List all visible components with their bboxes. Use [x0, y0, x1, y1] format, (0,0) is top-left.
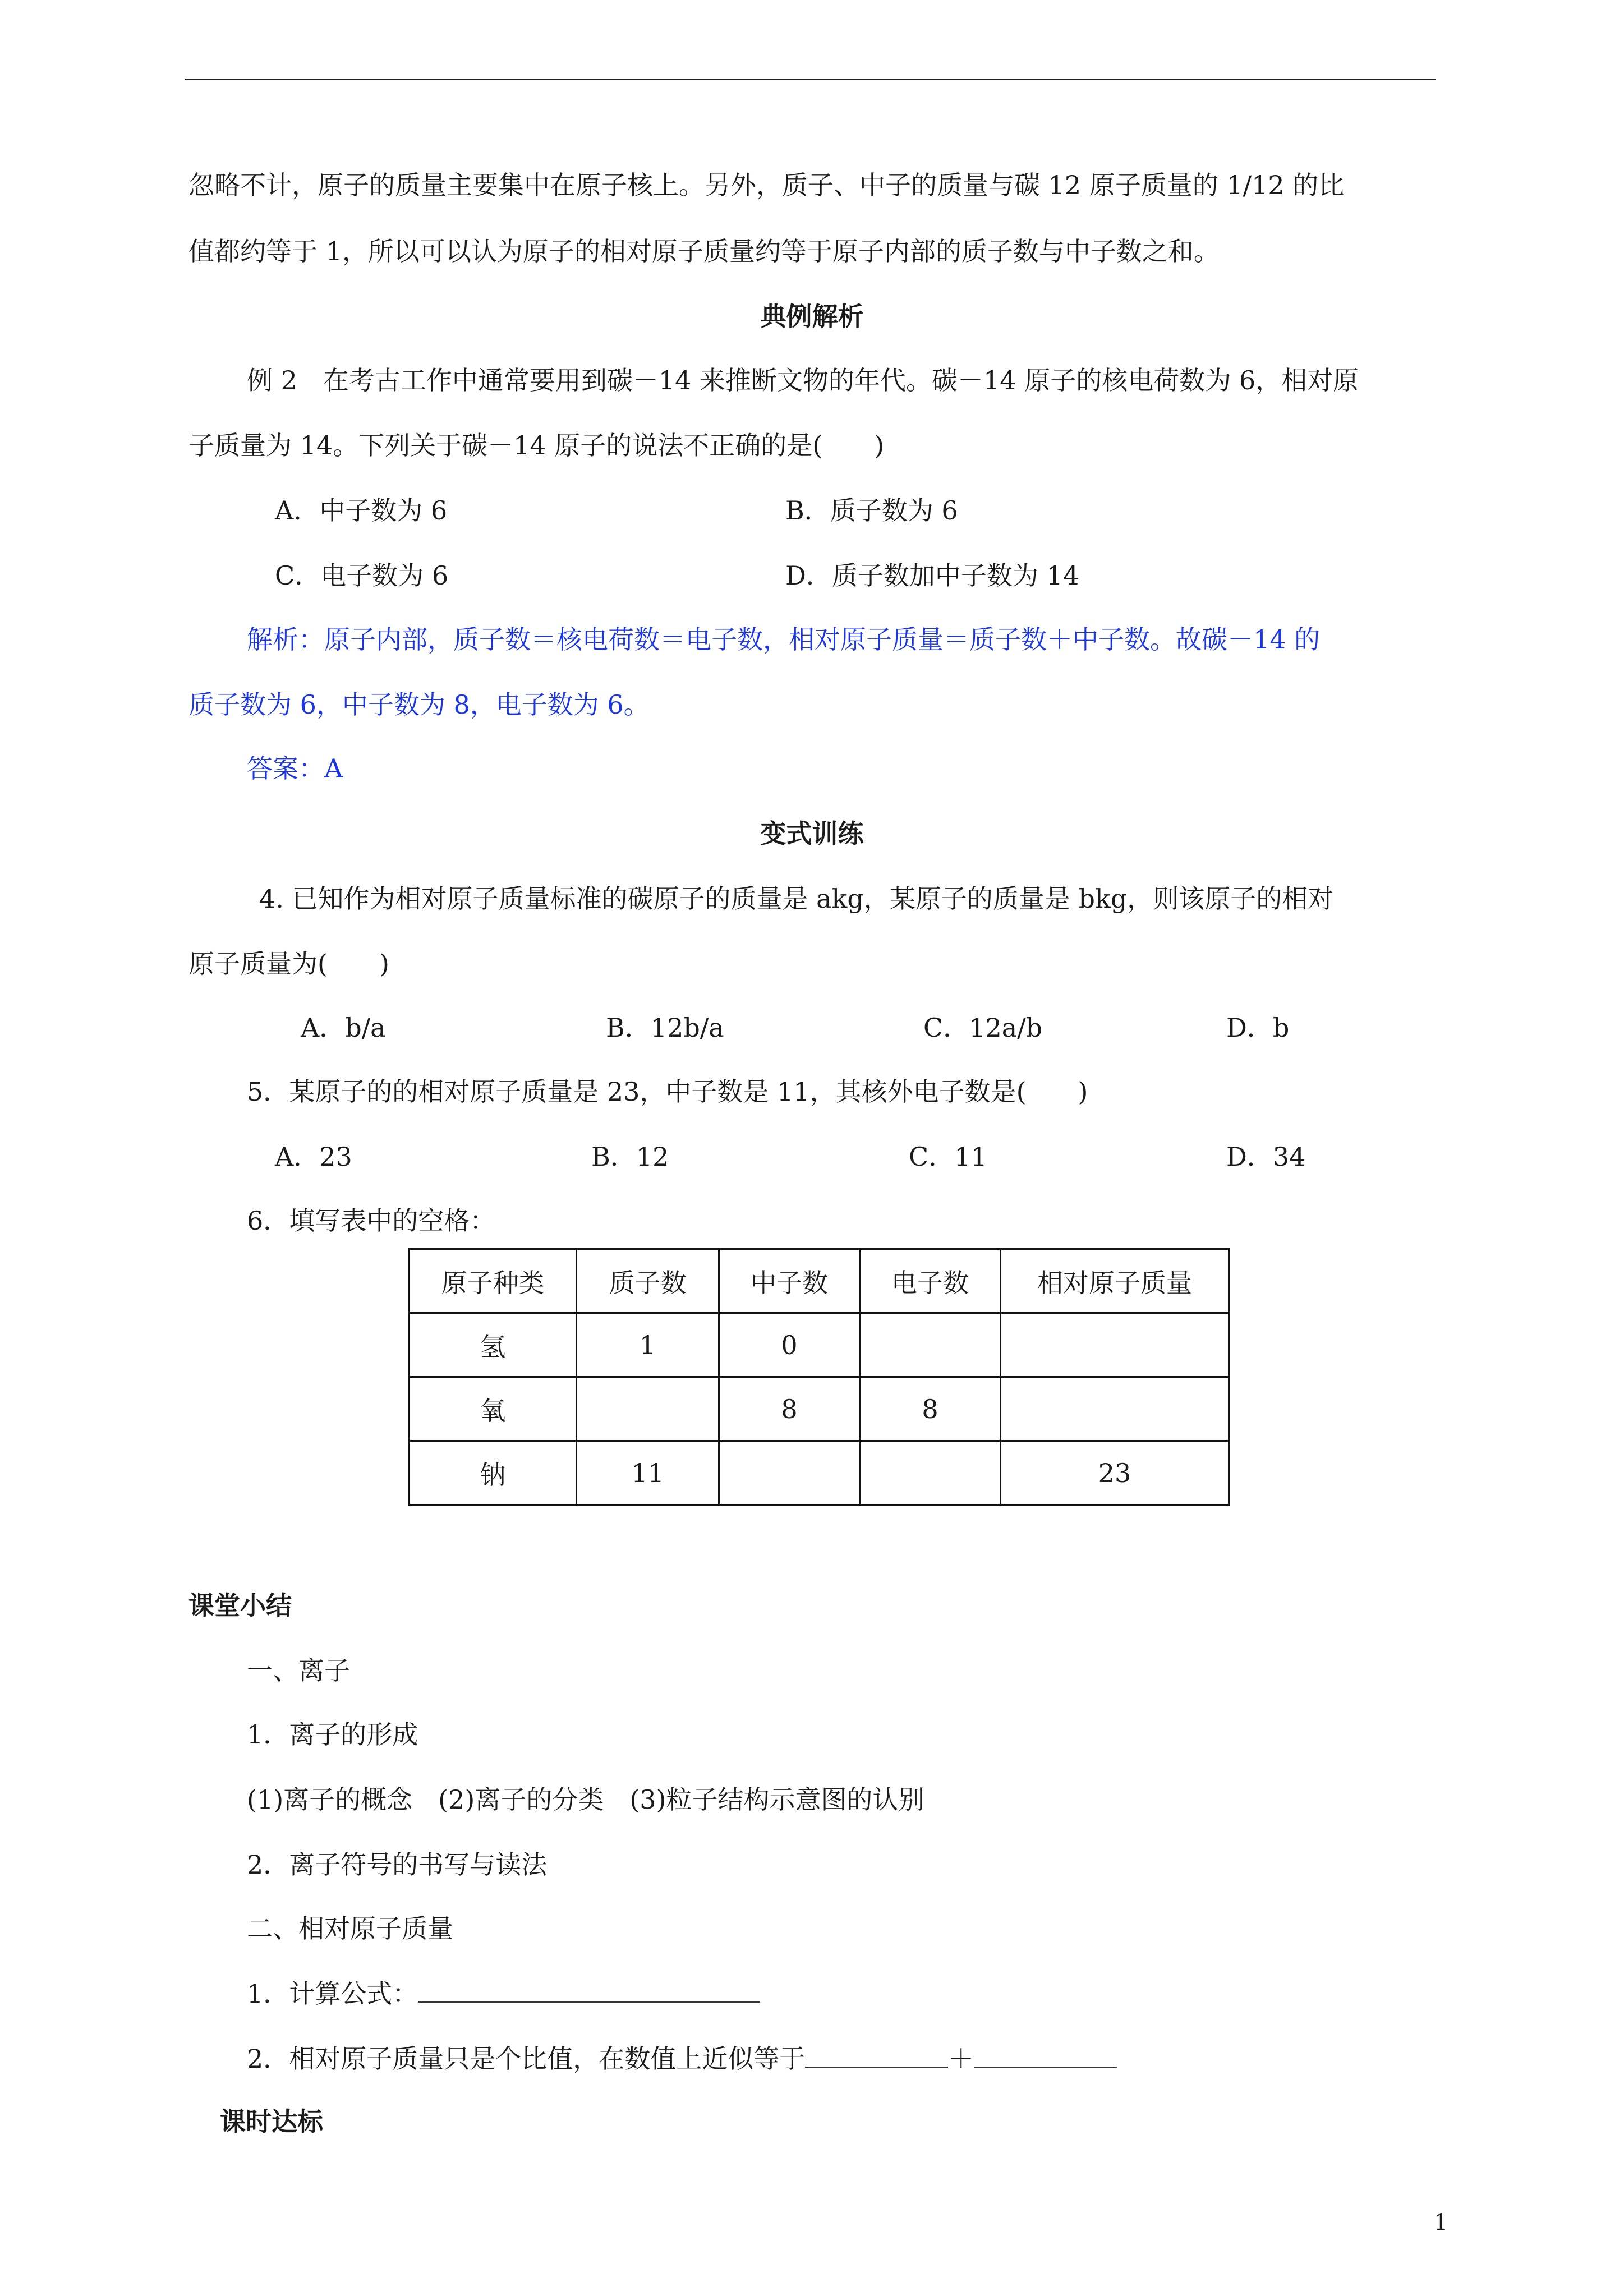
table-cell: [719, 1441, 860, 1505]
footer-heading: 课时达标: [220, 2106, 323, 2137]
q4-option-d: D．b: [1226, 1013, 1290, 1043]
q6: 6．填写表中的空格：: [247, 1205, 496, 1236]
table-header-cell: 电子数: [860, 1249, 1001, 1313]
table-cell: 0: [719, 1313, 860, 1377]
table-cell: 11: [577, 1441, 719, 1505]
example-question-line-2: 子质量为 14。下列关于碳－14 原子的说法不正确的是( ): [188, 430, 885, 461]
q5-option-d: D．34: [1226, 1142, 1306, 1172]
example-option-d: D．质子数加中子数为 14: [785, 560, 1080, 591]
q5-option-b: B．12: [591, 1142, 669, 1172]
table-cell: 1: [577, 1313, 719, 1377]
q4-option-b: B．12b/a: [606, 1013, 724, 1043]
summary-ion-formation: 1．离子的形成: [247, 1719, 418, 1750]
table-row: [410, 1377, 1229, 1441]
table-cell: 钠: [410, 1441, 577, 1505]
example-option-c: C．电子数为 6: [275, 560, 449, 591]
q4-option-a: A．b/a: [301, 1013, 386, 1043]
q4-line-2: 原子质量为( ): [188, 949, 389, 979]
table-cell: 8: [860, 1377, 1001, 1441]
approx-blank-2[interactable]: [974, 2042, 1117, 2068]
summary-approx-line: [247, 2042, 1117, 2076]
table-cell: [1001, 1377, 1229, 1441]
fill-in-table: [408, 1248, 1230, 1506]
table-header-cell: 原子种类: [410, 1249, 577, 1313]
example-question-line-1: 例 2 在考古工作中通常要用到碳－14 来推断文物的年代。碳－14 原子的核电荷数为 6，相对原: [247, 365, 1359, 395]
table-cell: 23: [1001, 1441, 1229, 1505]
table-header-row: [410, 1249, 1229, 1313]
table-header-cell: 质子数: [577, 1249, 719, 1313]
table-row: [410, 1441, 1229, 1505]
table-cell: 氢: [410, 1313, 577, 1377]
q4-option-c: C．12a/b: [923, 1013, 1043, 1043]
analysis-line-2: 质子数为 6，中子数为 8，电子数为 6。: [188, 689, 650, 720]
summary-relative-mass: 二、相对原子质量: [247, 1913, 453, 1944]
summary-heading: 课堂小结: [188, 1590, 292, 1621]
table-cell: [1001, 1313, 1229, 1377]
table-cell: [577, 1377, 719, 1441]
example-option-b: B．质子数为 6: [785, 495, 958, 526]
intro-line-2: 值都约等于 1，所以可以认为原子的相对原子质量约等于原子内部的质子数与中子数之和。: [188, 236, 1220, 266]
example-option-a: A．中子数为 6: [275, 495, 448, 526]
table-cell: [860, 1313, 1001, 1377]
formula-blank[interactable]: [418, 1977, 760, 2003]
analysis-line-1: 解析：原子内部，质子数＝核电荷数＝电子数，相对原子质量＝质子数＋中子数。故碳－14 的: [247, 624, 1321, 655]
q5-option-a: A．23: [275, 1142, 352, 1172]
summary-ion-symbols: 2．离子符号的书写与读法: [247, 1849, 548, 1880]
summary-formula-line: [247, 1977, 760, 2010]
summary-formula-label: 1．计算公式：: [247, 1978, 418, 2009]
table-cell: 8: [719, 1377, 860, 1441]
summary-ions: 一、离子: [247, 1655, 350, 1686]
summary-approx-label: 2．相对原子质量只是个比值，在数值上近似等于: [247, 2044, 806, 2074]
table-header-cell: 中子数: [719, 1249, 860, 1313]
summary-ion-subtopics: (1)离子的概念 (2)离子的分类 (3)粒子结构示意图的认别: [247, 1784, 924, 1815]
example-heading: 典例解析: [760, 301, 864, 332]
q5: 5．某原子的的相对原子质量是 23，中子数是 11，其核外电子数是( ): [247, 1076, 1088, 1107]
page-number: 1: [1434, 2210, 1448, 2235]
q4-line-1: 4. 已知作为相对原子质量标准的碳原子的质量是 akg，某原子的质量是 bkg，则该原子的相对: [259, 884, 1334, 914]
answer: 答案：A: [247, 753, 343, 784]
table-cell: 氧: [410, 1377, 577, 1441]
practice-heading: 变式训练: [760, 818, 864, 849]
table-header-cell: 相对原子质量: [1001, 1249, 1229, 1313]
table-row: [410, 1313, 1229, 1377]
intro-line-1: 忽略不计，原子的质量主要集中在原子核上。另外，质子、中子的质量与碳 12 原子质量的 1/12 的比: [188, 170, 1345, 200]
plus-sign: ＋: [948, 2044, 974, 2074]
table-cell: [860, 1441, 1001, 1505]
q5-option-c: C．11: [909, 1142, 987, 1172]
header-rule: [185, 79, 1436, 80]
approx-blank-1[interactable]: [805, 2042, 948, 2068]
